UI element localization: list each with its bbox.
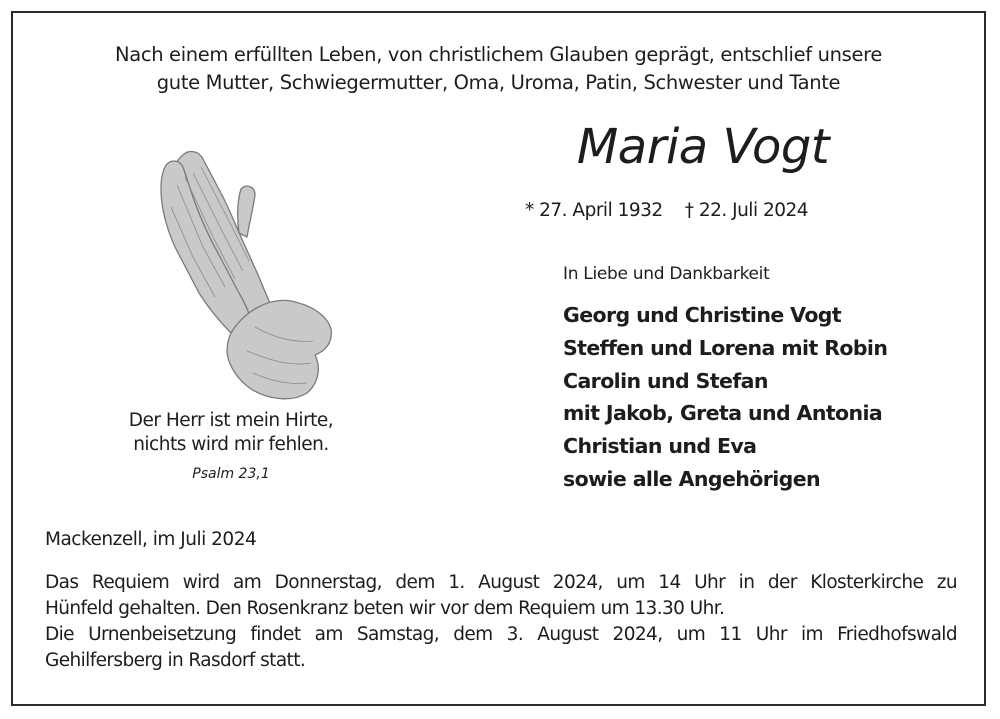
verse-line: nichts wird mir fehlen.: [133, 434, 329, 455]
intro-text: [13, 41, 984, 97]
death-date: † 22. Juli 2024: [684, 200, 809, 221]
announcement-line: Die Urnenbeisetzung findet am Samstag, dem 3. August 2024, um 11 Uhr im Friedhofswald: [45, 624, 957, 645]
deceased-name: Maria Vogt: [576, 119, 830, 175]
bible-verse: [91, 409, 371, 457]
intro-line: Nach einem erfüllten Leben, von christlichem Glauben geprägt, entschlief unsere: [114, 43, 882, 66]
mourner-line: Georg und Christine Vogt: [563, 303, 842, 327]
verse-line: Der Herr ist mein Hirte,: [128, 410, 334, 431]
mourner-line: Christian und Eva: [563, 434, 757, 459]
mourner-line: Steffen und Lorena mit Robin: [563, 335, 888, 360]
mourners-intro: In Liebe und Dankbarkeit: [563, 264, 770, 284]
place-date: Mackenzell, im Juli 2024: [45, 529, 257, 550]
announcement-line: Das Requiem wird am Donnerstag, dem 1. August 2024, um 14 Uhr in der Klosterkirche zu: [45, 572, 957, 593]
mourner-line: Carolin und Stefan: [563, 368, 768, 393]
birth-date: * 27. April 1932: [525, 200, 663, 221]
mourner-line: sowie alle Angehörigen: [563, 466, 821, 491]
announcement-line: Gehilfersberg in Rasdorf statt.: [45, 650, 306, 671]
announcement-line: Hünfeld gehalten. Den Rosenkranz beten wir vor dem Requiem um 13.30 Uhr.: [45, 598, 725, 619]
intro-line: gute Mutter, Schwiegermutter, Oma, Uroma, Patin, Schwester und Tante: [156, 71, 841, 94]
obituary-frame: [11, 11, 986, 706]
mourners-list: [563, 299, 887, 496]
praying-hands-icon: [143, 137, 333, 403]
announcement-text: [45, 570, 957, 674]
life-dates: [525, 200, 808, 221]
verse-source: Psalm 23,1: [192, 466, 270, 482]
mourner-line: mit Jakob, Greta und Antonia: [563, 401, 883, 426]
